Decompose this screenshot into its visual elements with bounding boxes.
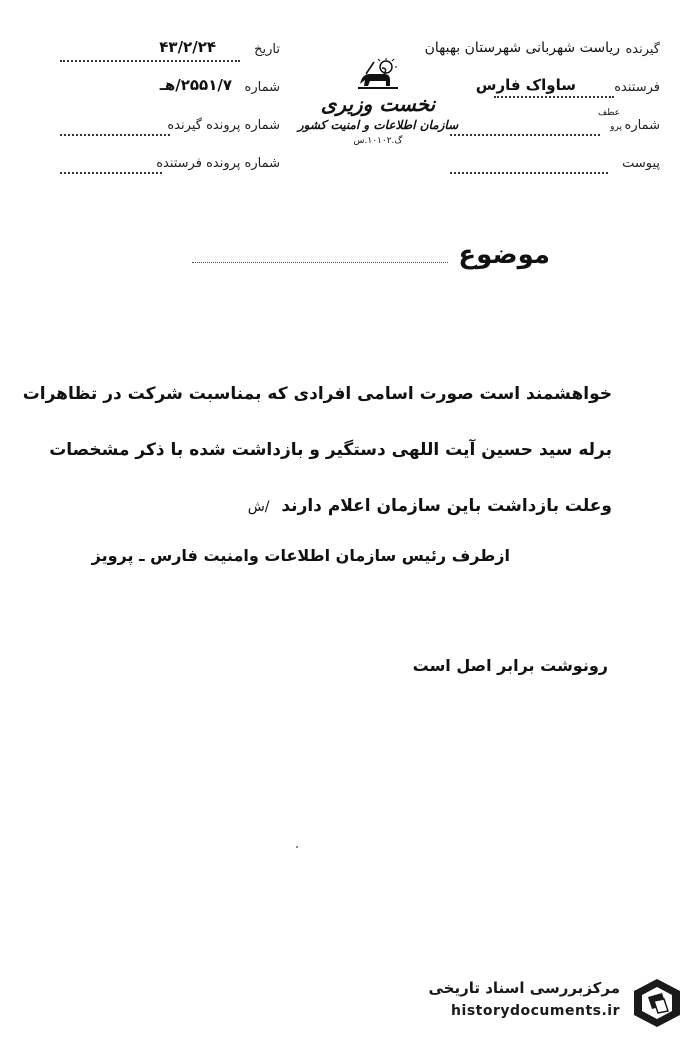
body-line-2: برله سید حسین آیت اللهی دستگیر و بازداشت شده با ذکر مشخصات <box>49 440 612 460</box>
body-line-3: وعلت بازداشت باین سازمان اعلام دارند <box>281 496 612 516</box>
date-label: تاریخ <box>254 42 280 57</box>
attachments-dotted-line <box>450 172 608 174</box>
reference-dotted-line <box>450 134 600 136</box>
reference-superscript-1: عطف <box>597 108 620 118</box>
attachments-label: پیوست <box>622 156 660 171</box>
date-dotted-line <box>60 60 240 62</box>
number-row <box>60 74 280 112</box>
subject-dotted-line <box>192 262 448 263</box>
sender-file-dotted-line <box>60 172 162 174</box>
receiver-value: ریاست شهربانی شهرستان بهبهان <box>424 40 620 56</box>
sender-file-label: شماره پرونده فرستنده <box>156 156 280 171</box>
typist-initials: /ش <box>247 499 270 515</box>
number-label: شماره <box>244 80 280 95</box>
watermark <box>396 975 686 1031</box>
reference-number-label: شماره <box>624 118 660 133</box>
paper-speck <box>296 846 298 848</box>
sender-row <box>430 74 660 112</box>
sender-label: فرستنده <box>614 80 660 95</box>
header-right <box>424 36 660 188</box>
sender-dotted-line <box>494 96 614 98</box>
attachments-row <box>430 150 660 188</box>
receiver-file-dotted-line <box>60 134 170 136</box>
number-value: ۲۵۵۱/۷/هـ <box>159 76 232 94</box>
receiver-file-label: شماره پرونده گیرنده <box>167 118 280 133</box>
lion-and-sun-icon <box>356 58 400 90</box>
sender-file-row <box>60 150 280 188</box>
date-value: ۴۳/۲/۲۴ <box>159 38 216 56</box>
emblem <box>296 58 460 188</box>
reference-superscript-2: پرو <box>610 122 622 132</box>
receiver-row <box>424 36 660 74</box>
subject-label: موضوع <box>458 240 550 270</box>
letter-body <box>22 366 612 535</box>
sender-signature-line: ازطرف رئیس سازمان اطلاعات وامنیت فارس ـ پرویز <box>91 546 510 565</box>
true-copy-note: رونوشت برابر اصل است <box>412 656 608 675</box>
receiver-file-row <box>60 112 280 150</box>
watermark-title: مرکزبررسی اسناد تاریخی <box>428 979 620 997</box>
emblem-code: گ.۱۰۱۰۲.س <box>353 136 403 146</box>
emblem-subtitle: سازمان اطلاعات و امنیت کشور <box>297 118 459 132</box>
emblem-title: نخست وزیری <box>320 92 436 116</box>
sender-value: ساواک فارس <box>475 76 576 94</box>
header-left <box>60 36 280 188</box>
body-line-1: خواهشمند است صورت اسامی افرادی که بمناسبت شرکت در تظاهرات <box>22 384 612 404</box>
watermark-url: historydocuments.ir <box>451 1003 620 1019</box>
receiver-label: گیرنده <box>625 42 660 57</box>
date-row <box>60 36 280 74</box>
archive-logo-icon <box>628 975 686 1031</box>
body-line-3-wrap <box>42 478 612 535</box>
reference-row <box>430 108 660 150</box>
